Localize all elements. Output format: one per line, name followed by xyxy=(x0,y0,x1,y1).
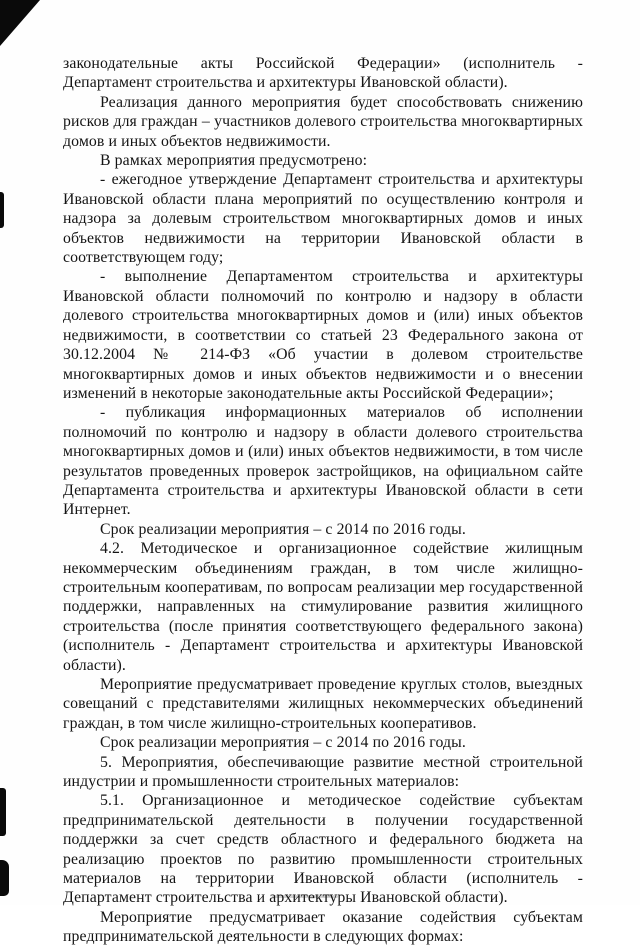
paragraph-list-item: - выполнение Департаментом строительства и архитектуры Ивановской области полномочий по контролю и надзору в области долевого строительства многоквартирных домов и (или) иных объектов недвижимости, в соответствии со статьей 23 Федерального закона от 30.12.2004 № 214-ФЗ «Об участии в долевом строительстве многоквартирных домов и иных объектов недвижимости и о внесении изменений в некоторые законодательные акты Российской Федерации»; xyxy=(63,268,583,402)
paragraph-continuation: законодательные акты Российской Федерации» (исполнитель - Департамент строительства и архитектуры Ивановской области). xyxy=(63,55,583,92)
paragraph-section-5-1: 5.1. Организационное и методическое содействие субъектам предпринимательской деятельности в получении государственной поддержки за счет средств областного и федерального бюджета на реализацию проектов по развитию промышленности строительных материалов на территории Ивановской области (исполнитель - Департамент строительства и архитектуры Ивановской области). xyxy=(63,792,583,907)
document-text-block xyxy=(63,54,583,947)
paragraph-section-4-2: 4.2. Методическое и организационное содействие жилищным некоммерческим объединениям граждан, в том числе жилищно-строительным кооперативам, по вопросам реализации мер государственной поддержки, направленных на стимулирование развития жилищного строительства (после принятия соответствующего федерального закона) (исполнитель - Департамент строительства и архитектуры Ивановской области). xyxy=(63,540,583,674)
scan-artifact-top-left-corner xyxy=(0,0,40,46)
paragraph-list-item: - ежегодное утверждение Департамент строительства и архитектуры Ивановской области плана мероприятий по осуществлению контроля и надзора за долевым строительством многоквартирных домов и иных объектов недвижимости на территории Ивановской области в соответствующем году; xyxy=(63,171,583,267)
paragraph: Мероприятие предусматривает проведение круглых столов, выездных совещаний с представителями жилищных некоммерческих объединений граждан, в том числе жилищно-строительных кооперативов. xyxy=(63,676,583,732)
paragraph: Срок реализации мероприятия – с 2014 по 2016 годы. xyxy=(100,520,466,538)
paragraph: Мероприятие предусматривает оказание содействия субъектам предпринимательской деятельности в следующих формах: xyxy=(63,908,583,946)
scan-artifact-left-edge-2 xyxy=(0,788,6,836)
scan-artifact-left-edge-1 xyxy=(0,192,4,228)
paragraph-list-item: - публикация информационных материалов об исполнении полномочий по контролю и надзору в области долевого строительства многоквартирных домов и (или) иных объектов недвижимости, в том числе результатов проведенных проверок застройщиков, на официальном сайте Департамента строительства и архитектуры Ивановской области в сети Интернет. xyxy=(63,404,583,519)
paragraph-section-5: 5. Мероприятия, обеспечивающие развитие местной строительной индустрии и промышленности строительных материалов: xyxy=(63,753,583,791)
scan-artifact-bottom-left xyxy=(0,860,9,896)
paragraph: Срок реализации мероприятия – с 2014 по 2016 годы. xyxy=(100,734,466,752)
paragraph: В рамках мероприятия предусмотрено: xyxy=(100,152,368,170)
paragraph: Реализация данного мероприятия будет способствовать снижению рисков для граждан – участников долевого строительства многоквартирных домов и иных объектов недвижимости. xyxy=(63,93,583,150)
